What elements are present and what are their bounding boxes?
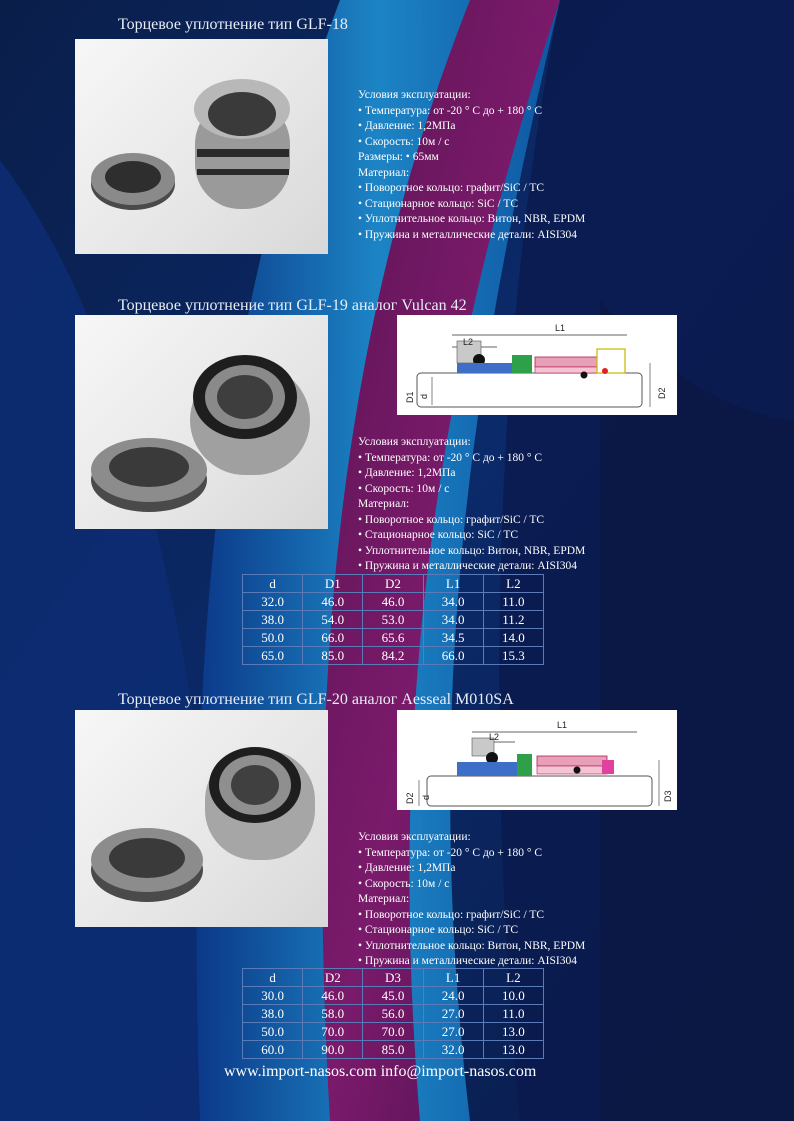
table-cell: 85.0 (363, 1041, 423, 1059)
table-cell: 56.0 (363, 1005, 423, 1023)
speed-text: • Скорость: 10м / с (358, 877, 450, 890)
seal-photo-glf19 (75, 315, 328, 529)
glf20-dimension-drawing (397, 710, 677, 810)
table-header-cell: L2 (483, 969, 543, 987)
diagram-label-l1: L1 (557, 720, 568, 730)
table-row (243, 1023, 544, 1041)
table-cell: 46.0 (363, 593, 423, 611)
conditions-heading: Условия эксплуатации: (358, 831, 471, 843)
table-cell: 84.2 (363, 647, 423, 665)
section2-specs (358, 435, 585, 575)
seal-photo-glf18 (75, 39, 328, 254)
spring-text: • Пружина и металлические детали: AISI304 (358, 955, 577, 967)
table-cell: 46.0 (303, 987, 363, 1005)
rotating-ring-text: • Поворотное кольцо: графит/SiC / TC (358, 513, 545, 526)
table-cell: 65.0 (243, 647, 303, 665)
glf19-dimension-drawing (397, 315, 677, 415)
table-header-row (243, 969, 544, 987)
table-cell: 32.0 (423, 1041, 483, 1059)
table-cell: 34.5 (423, 629, 483, 647)
seal-ring-text: • Уплотнительное кольцо: Витон, NBR, EPDM (358, 544, 586, 557)
table-cell: 70.0 (303, 1023, 363, 1041)
table-cell: 53.0 (363, 611, 423, 629)
table-cell: 90.0 (303, 1041, 363, 1059)
diagram-label-d: d (419, 393, 429, 399)
speed-text: • Скорость: 10м / с (358, 135, 450, 148)
glf20-dimensions-table (242, 968, 544, 1059)
table-row (243, 987, 544, 1005)
section1-specs (358, 88, 585, 243)
table-cell: 46.0 (303, 593, 363, 611)
diagram-label-d: d (421, 794, 431, 800)
table-cell: 13.0 (483, 1023, 543, 1041)
seal-photo-glf20 (75, 710, 328, 927)
table-cell: 60.0 (243, 1041, 303, 1059)
table-cell: 66.0 (303, 629, 363, 647)
speed-text: • Скорость: 10м / с (358, 482, 450, 495)
table-cell: 38.0 (243, 611, 303, 629)
sizes-text: Размеры: • 65мм (358, 151, 439, 163)
glf19-dimensions-table (242, 574, 544, 665)
table-cell: 70.0 (363, 1023, 423, 1041)
seal-ring-text: • Уплотнительное кольцо: Витон, NBR, EPDM (358, 213, 586, 225)
section3-title: Торцевое уплотнение тип GLF-20 аналог Aesseal M010SA (118, 691, 514, 708)
table-header-cell: L1 (423, 969, 483, 987)
table-header-cell: d (243, 969, 303, 987)
table-cell: 24.0 (423, 987, 483, 1005)
table-row (243, 611, 544, 629)
table-cell: 85.0 (303, 647, 363, 665)
table-cell: 14.0 (483, 629, 543, 647)
table-cell: 30.0 (243, 987, 303, 1005)
table-cell: 58.0 (303, 1005, 363, 1023)
diagram-label-d3: D3 (663, 790, 673, 802)
conditions-heading: Условия эксплуатации: (358, 89, 471, 101)
table-cell: 15.3 (483, 647, 543, 665)
seal-ring-text: • Уплотнительное кольцо: Витон, NBR, EPDM (358, 939, 586, 952)
table-header-row (243, 575, 544, 593)
pressure-text: • Давление: 1,2МПа (358, 467, 456, 479)
diagram-label-d2: D2 (405, 792, 415, 804)
temperature-text: • Температура: от -20 ° С до + 180 ° С (358, 846, 543, 859)
diagram-label-l2: L2 (489, 732, 500, 742)
table-cell: 32.0 (243, 593, 303, 611)
pressure-text: • Давление: 1,2МПа (358, 120, 456, 132)
temperature-text: • Температура: от -20 ° С до + 180 ° С (358, 104, 543, 117)
spring-text: • Пружина и металлические детали: AISI304 (358, 228, 577, 241)
table-header-cell: L2 (483, 575, 543, 593)
stationary-ring-text: • Стационарное кольцо: SiC / TC (358, 197, 519, 210)
table-cell: 11.2 (483, 611, 543, 629)
rotating-ring-text: • Поворотное кольцо: графит/SiC / TC (358, 908, 545, 921)
footer-contacts[interactable]: www.import-nasos.com info@import-nasos.com (224, 1063, 537, 1080)
table-row (243, 629, 544, 647)
pressure-text: • Давление: 1,2МПа (358, 862, 456, 874)
table-header-cell: D2 (363, 575, 423, 593)
material-heading: Материал: (358, 893, 410, 905)
diagram-label-l2: L2 (463, 337, 474, 347)
table-header-cell: L1 (423, 575, 483, 593)
rotating-ring-text: • Поворотное кольцо: графит/SiC / TC (358, 182, 545, 194)
conditions-heading: Условия эксплуатации: (358, 436, 471, 448)
table-header-cell: d (243, 575, 303, 593)
table-cell: 27.0 (423, 1023, 483, 1041)
table-cell: 34.0 (423, 593, 483, 611)
table-cell: 54.0 (303, 611, 363, 629)
table-cell: 38.0 (243, 1005, 303, 1023)
table-cell: 11.0 (483, 593, 543, 611)
table-cell: 45.0 (363, 987, 423, 1005)
table-cell: 65.6 (363, 629, 423, 647)
spring-text: • Пружина и металлические детали: AISI304 (358, 560, 577, 572)
material-heading: Материал: (358, 498, 410, 510)
section2-title: Торцевое уплотнение тип GLF-19 аналог Vulcan 42 (118, 297, 467, 314)
table-header-cell: D1 (303, 575, 363, 593)
table-row (243, 1005, 544, 1023)
diagram-label-l1: L1 (555, 323, 566, 333)
table-header-cell: D3 (363, 969, 423, 987)
section1-title: Торцевое уплотнение тип GLF-18 (118, 16, 348, 33)
diagram-label-d2: D2 (657, 387, 667, 399)
table-row (243, 1041, 544, 1059)
table-cell: 34.0 (423, 611, 483, 629)
table-cell: 27.0 (423, 1005, 483, 1023)
table-cell: 66.0 (423, 647, 483, 665)
stationary-ring-text: • Стационарное кольцо: SiC / TC (358, 924, 519, 936)
section3-specs (358, 830, 585, 970)
table-header-cell: D2 (303, 969, 363, 987)
diagram-label-d1: D1 (405, 391, 415, 403)
temperature-text: • Температура: от -20 ° С до + 180 ° С (358, 451, 543, 464)
stationary-ring-text: • Стационарное кольцо: SiC / TC (358, 529, 519, 541)
material-heading: Материал: (358, 166, 410, 179)
table-cell: 50.0 (243, 629, 303, 647)
table-row (243, 593, 544, 611)
table-cell: 11.0 (483, 1005, 543, 1023)
table-cell: 13.0 (483, 1041, 543, 1059)
table-cell: 50.0 (243, 1023, 303, 1041)
table-row (243, 647, 544, 665)
table-cell: 10.0 (483, 987, 543, 1005)
